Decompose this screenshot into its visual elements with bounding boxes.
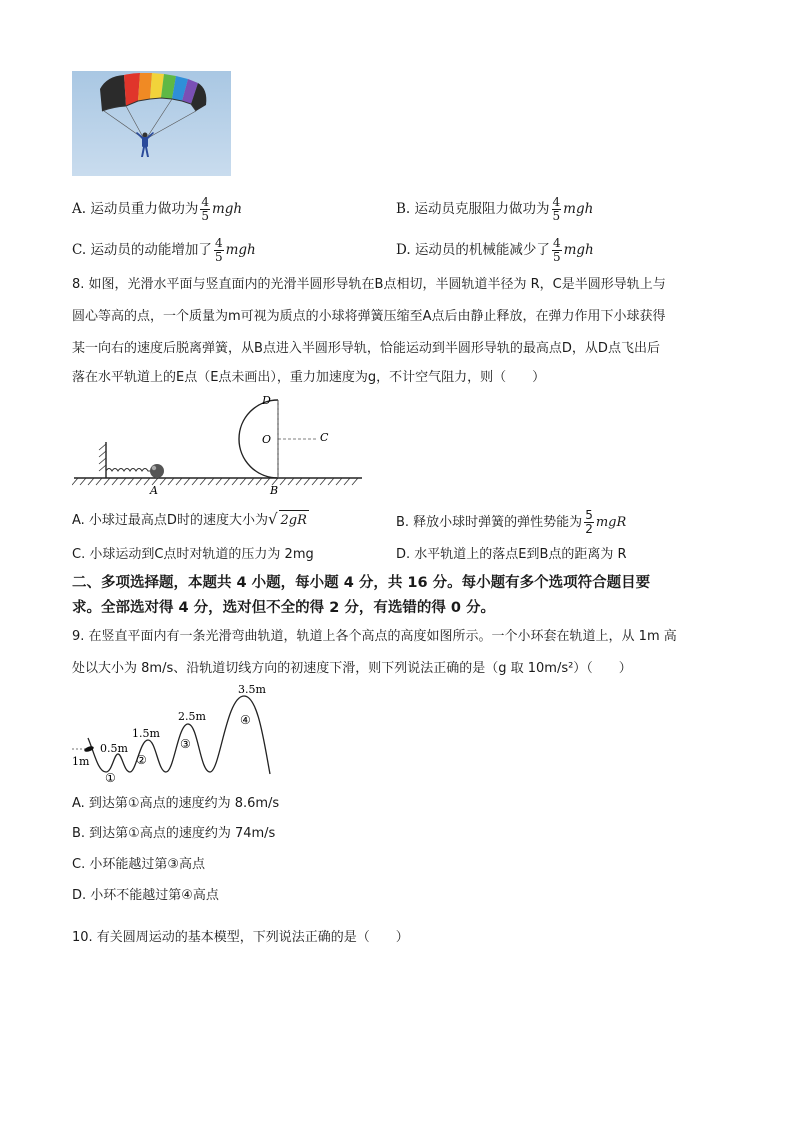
q8-option-d[interactable]: D. 水平轨道上的落点E到B点的距离为 R bbox=[396, 547, 627, 562]
label-c: C bbox=[320, 431, 329, 444]
svg-text:④: ④ bbox=[240, 713, 251, 727]
q7-option-d[interactable]: D. 运动员的机械能减少了 $\frac{4}{5}$ mgh bbox=[396, 236, 594, 264]
label-d: D bbox=[262, 394, 271, 407]
q9-curved-track-diagram bbox=[72, 682, 282, 784]
q8-stem-line-4: 落在水平轨道上的E点（E点未画出），重力加速度为g，不计空气阻力，则（ ） bbox=[72, 370, 546, 385]
svg-text:2.5m: 2.5m bbox=[178, 710, 206, 723]
q8-option-b[interactable]: B. 释放小球时弹簧的弹性势能为 $\frac{5}{2}$ mgR bbox=[396, 508, 627, 536]
svg-text:1.5m: 1.5m bbox=[132, 727, 160, 740]
q10-stem: 10. 有关圆周运动的基本模型，下列说法正确的是（ ） bbox=[72, 930, 409, 945]
q9-option-d[interactable]: D. 小环不能越过第④高点 bbox=[72, 888, 219, 903]
svg-text:③: ③ bbox=[180, 737, 191, 751]
q8-stem-line-1: 8. 如图，光滑水平面与竖直面内的光滑半圆形导轨在B点相切，半圆轨道半径为 R，C是半圆形导轨上与 bbox=[72, 277, 666, 292]
q9-stem-line-2: 处以大小为 8m/s、沿轨道切线方向的初速度下滑，则下列说法正确的是（g 取 10m/s²）（ ） bbox=[72, 661, 632, 676]
svg-text:②: ② bbox=[136, 753, 147, 767]
svg-text:0.5m: 0.5m bbox=[100, 742, 128, 755]
section-2-heading-line-2: 求。全部选对得 4 分，选对但不全的得 2 分，有选错的得 0 分。 bbox=[72, 600, 496, 616]
svg-text:①: ① bbox=[105, 771, 116, 784]
label-b: B bbox=[270, 484, 279, 497]
q9-option-b[interactable]: B. 到达第①高点的速度约为 74m/s bbox=[72, 826, 276, 841]
label-a: A bbox=[150, 484, 158, 497]
svg-text:3.5m: 3.5m bbox=[238, 683, 266, 696]
q7-option-a[interactable]: A. 运动员重力做功为 $\frac{4}{5}$ mgh bbox=[72, 195, 243, 223]
q8-stem-line-3: 某一向右的速度后脱离弹簧，从B点进入半圆形导轨，恰能运动到半圆形导轨的最高点D，从D点飞出后 bbox=[72, 341, 660, 356]
spring-icon bbox=[106, 469, 153, 472]
q9-option-c[interactable]: C. 小环能越过第③高点 bbox=[72, 857, 205, 872]
q7-option-c[interactable]: C. 运动员的动能增加了 $\frac{4}{5}$ mgh bbox=[72, 236, 256, 264]
q8-stem-line-2: 圆心等高的点，一个质量为m可视为质点的小球将弹簧压缩至A点后由静止释放，在弹力作用下小球获得 bbox=[72, 309, 666, 324]
ball-icon bbox=[150, 464, 164, 478]
q9-option-a[interactable]: A. 到达第①高点的速度约为 8.6m/s bbox=[72, 796, 280, 811]
svg-text:1m: 1m bbox=[72, 755, 90, 768]
parachute-photo bbox=[72, 71, 231, 176]
section-2-heading-line-1: 二、多项选择题，本题共 4 小题，每小题 4 分，共 16 分。每小题有多个选项符合题目要 bbox=[72, 575, 651, 591]
q8-option-a[interactable]: A. 小球过最高点D时的速度大小为√ 2gR bbox=[72, 509, 309, 531]
label-o: O bbox=[262, 433, 272, 446]
q9-stem-line-1: 9. 在竖直平面内有一条光滑弯曲轨道，轨道上各个高点的高度如图所示。一个小环套在轨道上，从 1m 高 bbox=[72, 629, 677, 644]
q8-option-c[interactable]: C. 小球运动到C点时对轨道的压力为 2mg bbox=[72, 547, 314, 562]
q8-track-diagram bbox=[72, 392, 372, 498]
q7-option-b[interactable]: B. 运动员克服阻力做功为 $\frac{4}{5}$ mgh bbox=[396, 195, 594, 223]
